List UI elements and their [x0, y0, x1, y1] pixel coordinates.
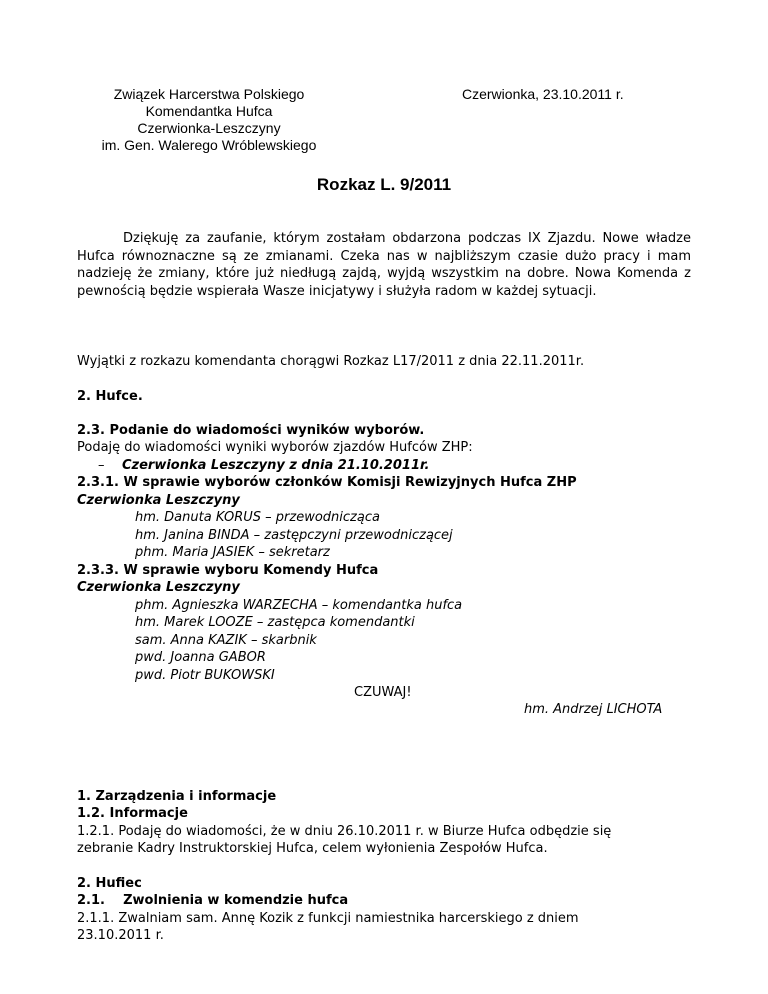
section-2-heading: 2. Hufiec — [77, 876, 142, 891]
page-title: Rozkaz L. 9/2011 — [316, 175, 452, 194]
organization-line: Komendantka Hufca — [145, 103, 273, 119]
organization-line: Związek Harcerstwa Polskiego — [113, 86, 305, 102]
command-heading: 2.3.3. W sprawie wyboru Komendy Hufca — [77, 563, 379, 578]
intro-paragraph: Dziękuję za zaufanie, którym zostałam obdarzona podczas IX Zjazdu. Nowe władze Hufca równoznaczne są ze zmianami. Czeka nas w najbliższym czasie dużo pracy i mam nadzieję że zmiany, które już niedługą zajdą, wyjdą wszystkim na dobre. Nowa Komenda z pewnością będzie wspierała Wasze inicjatywy i służyła radom w każdej sytuacji. — [77, 231, 691, 299]
section-1-text-line: 1.2.1. Podaję do wiadomości, że w dniu 26.10.2011 r. w Biurze Hufca odbędzie się — [77, 824, 612, 839]
section-2-text-line: 2.1.1. Zwalniam sam. Annę Kozik z funkcji namiestnika harcerskiego z dniem — [77, 911, 579, 926]
command-member: phm. Agnieszka WARZECHA – komendantka hufca — [135, 598, 463, 613]
greeting: CZUWAJ! — [354, 685, 412, 700]
subsection-text: Podaję do wiadomości wyniki wyborów zjazdów Hufców ZHP: — [77, 440, 473, 455]
subsection-heading: 2.3. Podanie do wiadomości wyników wyborów. — [77, 423, 425, 438]
command-unit: Czerwionka Leszczyny — [77, 580, 240, 595]
command-member: pwd. Piotr BUKOWSKI — [135, 668, 275, 683]
section-2-subheading: 2.1. Zwolnienia w komendzie hufca — [77, 893, 349, 908]
section-1-text-line: zebranie Kadry Instruktorskiej Hufca, celem wyłonienia Zespołów Hufca. — [77, 841, 548, 856]
section-heading: 2. Hufce. — [77, 389, 143, 404]
organization-block — [78, 86, 340, 154]
command-member: sam. Anna KAZIK – skarbnik — [135, 633, 317, 648]
section-1-heading: 1. Zarządzenia i informacje — [77, 789, 277, 804]
signature: hm. Andrzej LICHOTA — [524, 702, 663, 717]
place-date: Czerwionka, 23.10.2011 r. — [462, 86, 624, 102]
election-item: Czerwionka Leszczyny z dnia 21.10.2011r. — [122, 458, 430, 473]
excerpt-intro-line: Wyjątki z rozkazu komendanta chorągwi Rozkaz L17/2011 z dnia 22.11.2011r. — [77, 354, 585, 369]
commission-unit: Czerwionka Leszczyny — [77, 493, 240, 508]
command-member: pwd. Joanna GABOR — [135, 650, 266, 665]
organization-line: im. Gen. Walerego Wróblewskiego — [101, 137, 317, 153]
commission-member: phm. Maria JASIEK – sekretarz — [135, 545, 330, 560]
command-member: hm. Marek LOOZE – zastępca komendantki — [135, 615, 415, 630]
commission-heading: 2.3.1. W sprawie wyborów członków Komisji Rewizyjnych Hufca ZHP — [77, 475, 577, 490]
list-dash: – — [98, 458, 105, 473]
organization-line: Czerwionka-Leszczyny — [137, 120, 281, 136]
commission-member: hm. Danuta KORUS – przewodnicząca — [135, 510, 380, 525]
commission-member: hm. Janina BINDA – zastępczyni przewodniczącej — [135, 528, 453, 543]
section-1-subheading: 1.2. Informacje — [77, 806, 188, 821]
section-2-text-line: 23.10.2011 r. — [77, 928, 164, 943]
